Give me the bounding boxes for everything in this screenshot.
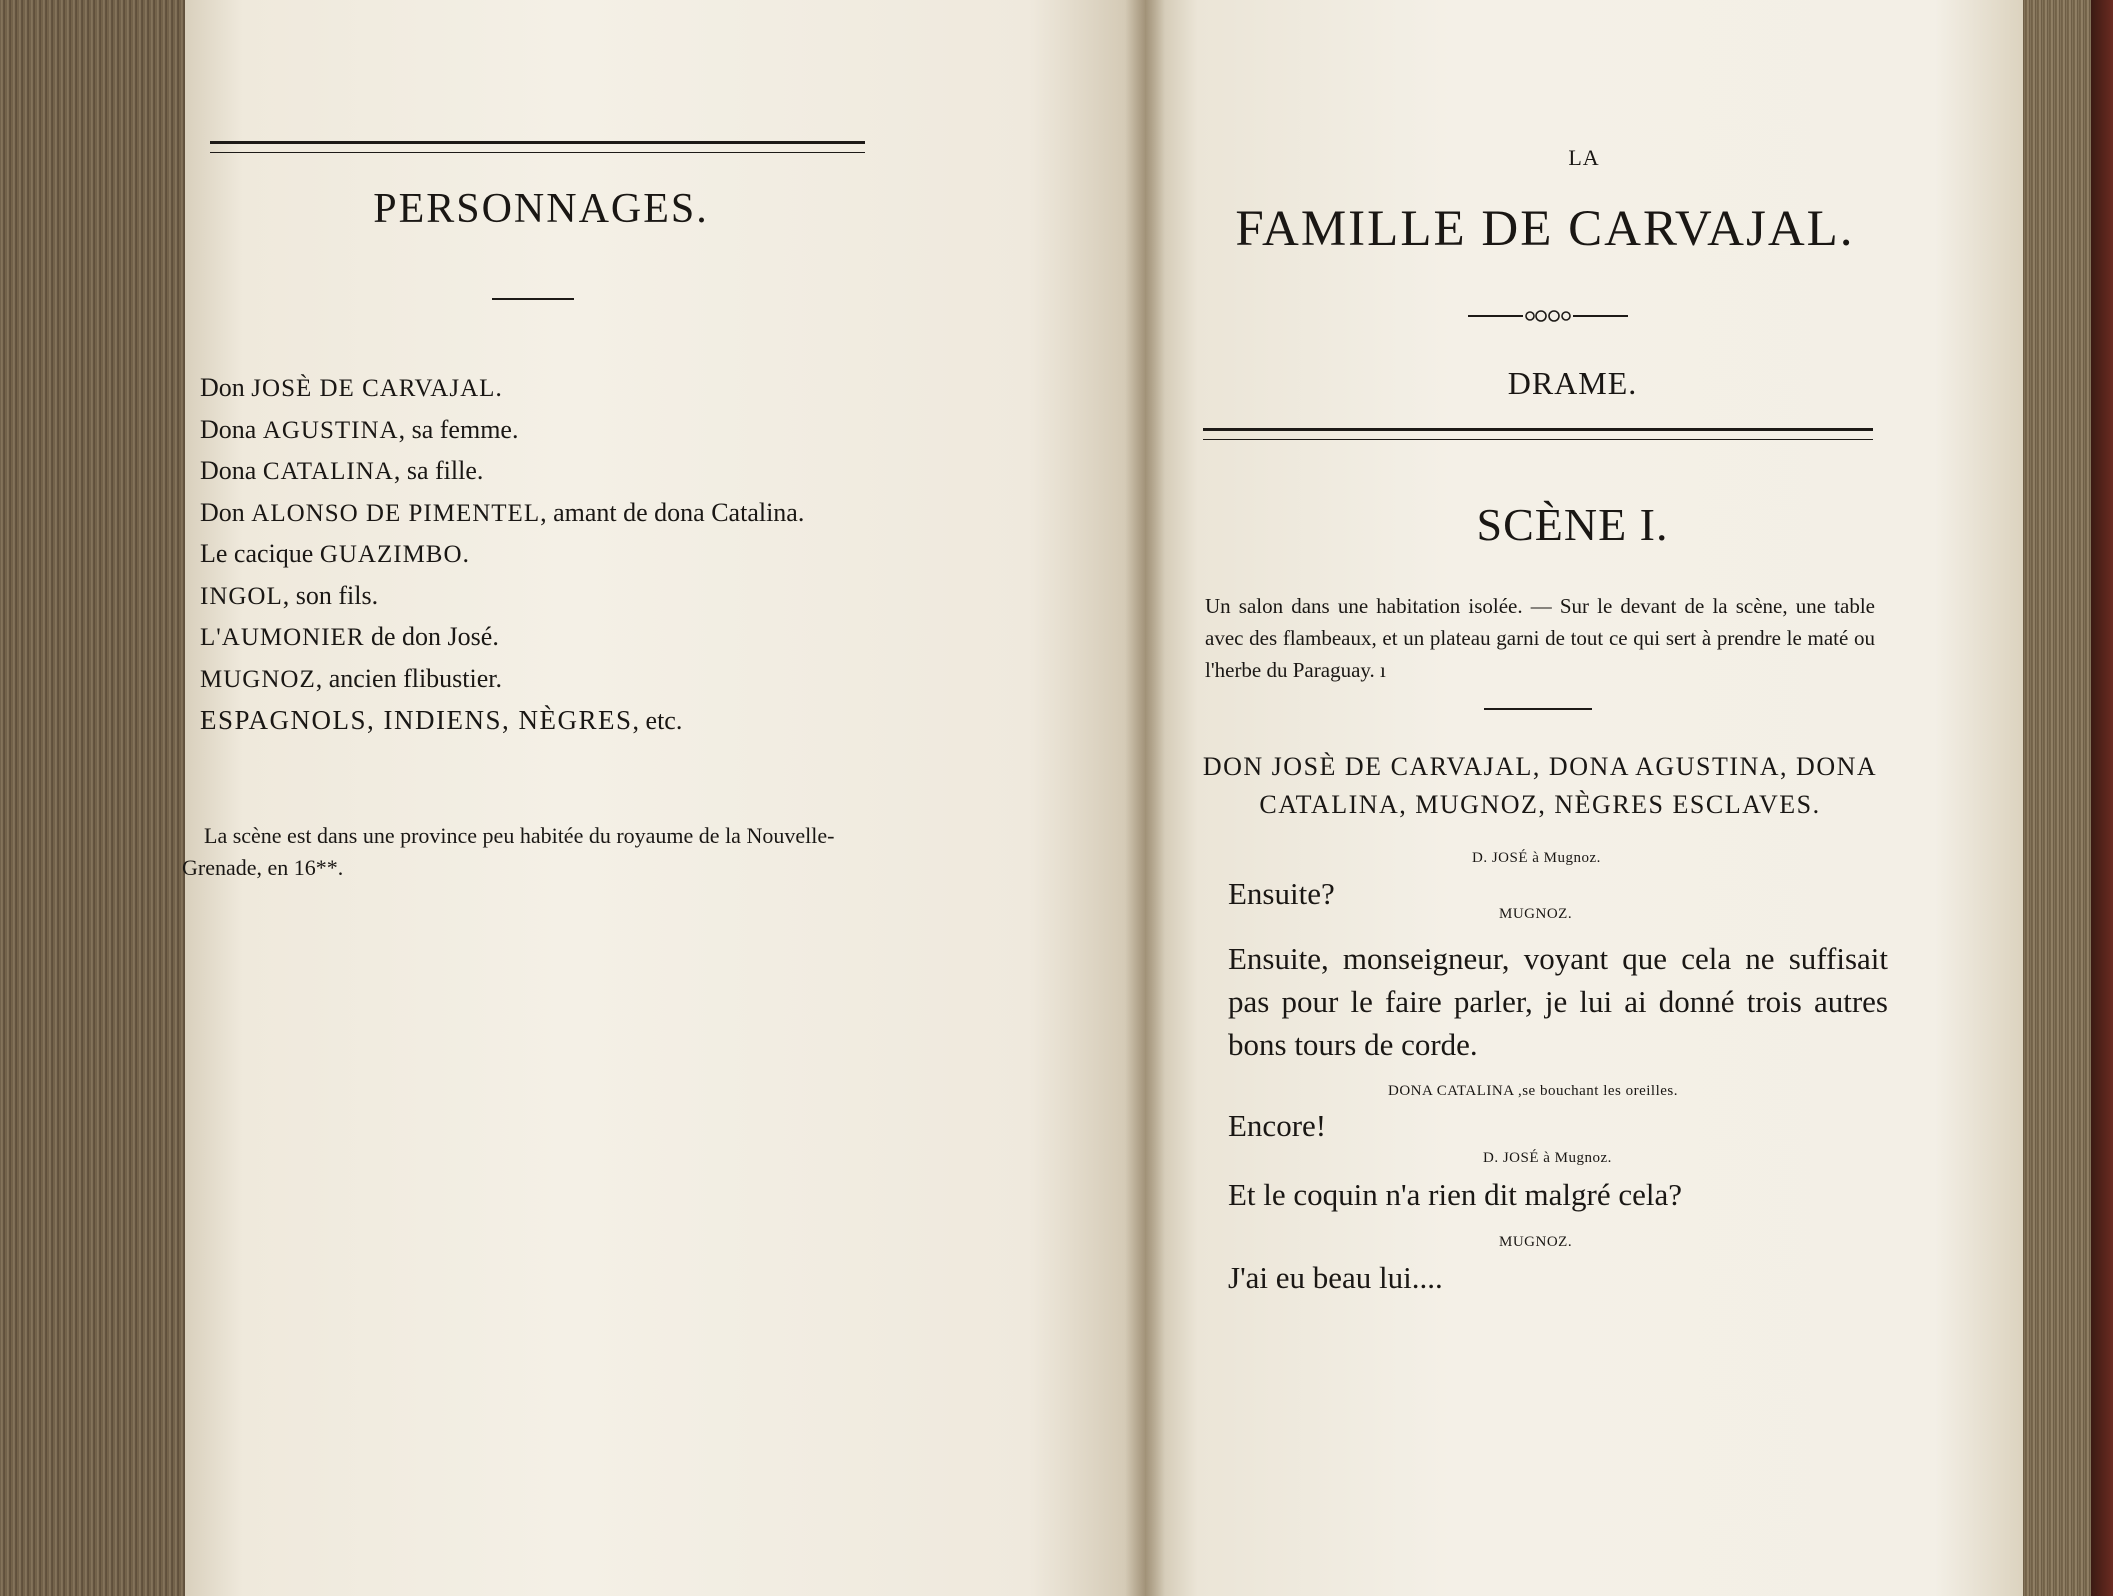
cast-item: Le cacique GUAZIMBO.	[200, 539, 470, 568]
dialogue-line: Ensuite, monseigneur, voyant que cela ne suffisait pas pour le faire parler, je lui ai donné trois autres bons tours de corde.	[1228, 941, 1888, 1062]
book-cover-right	[2091, 0, 2113, 1596]
scene-heading: SCÈNE I.	[1476, 499, 1669, 550]
book-gutter	[1125, 0, 1165, 1596]
ornament-divider-icon	[1468, 306, 1628, 326]
top-double-rule	[210, 141, 865, 153]
cast-item: MUGNOZ, ancien flibustier.	[200, 663, 502, 693]
dialogue-line: Et le coquin n'a rien dit malgré cela?	[1228, 1177, 1683, 1212]
speaker-label: MUGNOZ.	[1499, 1234, 1573, 1250]
speaker-label: DONA CATALINA ,se bouchant les oreilles.	[1388, 1083, 1679, 1099]
dialogue-line: Ensuite?	[1228, 876, 1335, 911]
cast-item: INGOL, son fils.	[200, 580, 379, 610]
cast-item: Dona CATALINA, sa fille.	[200, 456, 484, 485]
section-double-rule	[1203, 428, 1873, 440]
cast-item: L'AUMONIER de don José.	[200, 622, 499, 651]
personnages-title: PERSONNAGES.	[373, 186, 709, 232]
characters-present: DON JOSÈ DE CARVAJAL, DONA AGUSTINA, DONA CATALINA, MUGNOZ, NÈGRES ESCLAVES.	[1202, 752, 1878, 819]
play-title: FAMILLE DE CARVAJAL.	[1235, 201, 1855, 257]
speaker-label: D. JOSÉ à Mugnoz.	[1472, 850, 1601, 866]
cast-item: Don JOSÈ DE CARVAJAL.	[200, 373, 502, 402]
stage-direction: Un salon dans une habitation isolée. — Sur le devant de la scène, une table avec des flambeaux, et un plateau garni de tout ce qui sert à prendre le maté ou l'herbe du Paraguay. ı	[1205, 594, 1875, 682]
left-page	[185, 0, 1145, 1596]
page-edges-left	[0, 0, 190, 1596]
cast-item: Don ALONSO DE PIMENTEL, amant de dona Catalina.	[200, 497, 805, 527]
speaker-label: MUGNOZ.	[1499, 906, 1573, 922]
cast-list	[200, 368, 900, 742]
title-underline	[492, 298, 574, 300]
dialogue-line: Encore!	[1228, 1108, 1327, 1143]
stage-divider	[1484, 708, 1592, 710]
scene-setting-note: La scène est dans une province peu habitée du royaume de la Nouvelle-Grenade, en 16**.	[182, 823, 835, 880]
cast-item: Dona AGUSTINA, sa femme.	[200, 414, 519, 444]
cast-item: ESPAGNOLS, INDIENS, NÈGRES, etc.	[200, 705, 683, 735]
dialogue-line: J'ai eu beau lui....	[1228, 1260, 1443, 1295]
genre-heading: DRAME.	[1507, 365, 1638, 401]
speaker-label: D. JOSÉ à Mugnoz.	[1483, 1150, 1612, 1166]
title-article: LA	[1568, 145, 1600, 170]
